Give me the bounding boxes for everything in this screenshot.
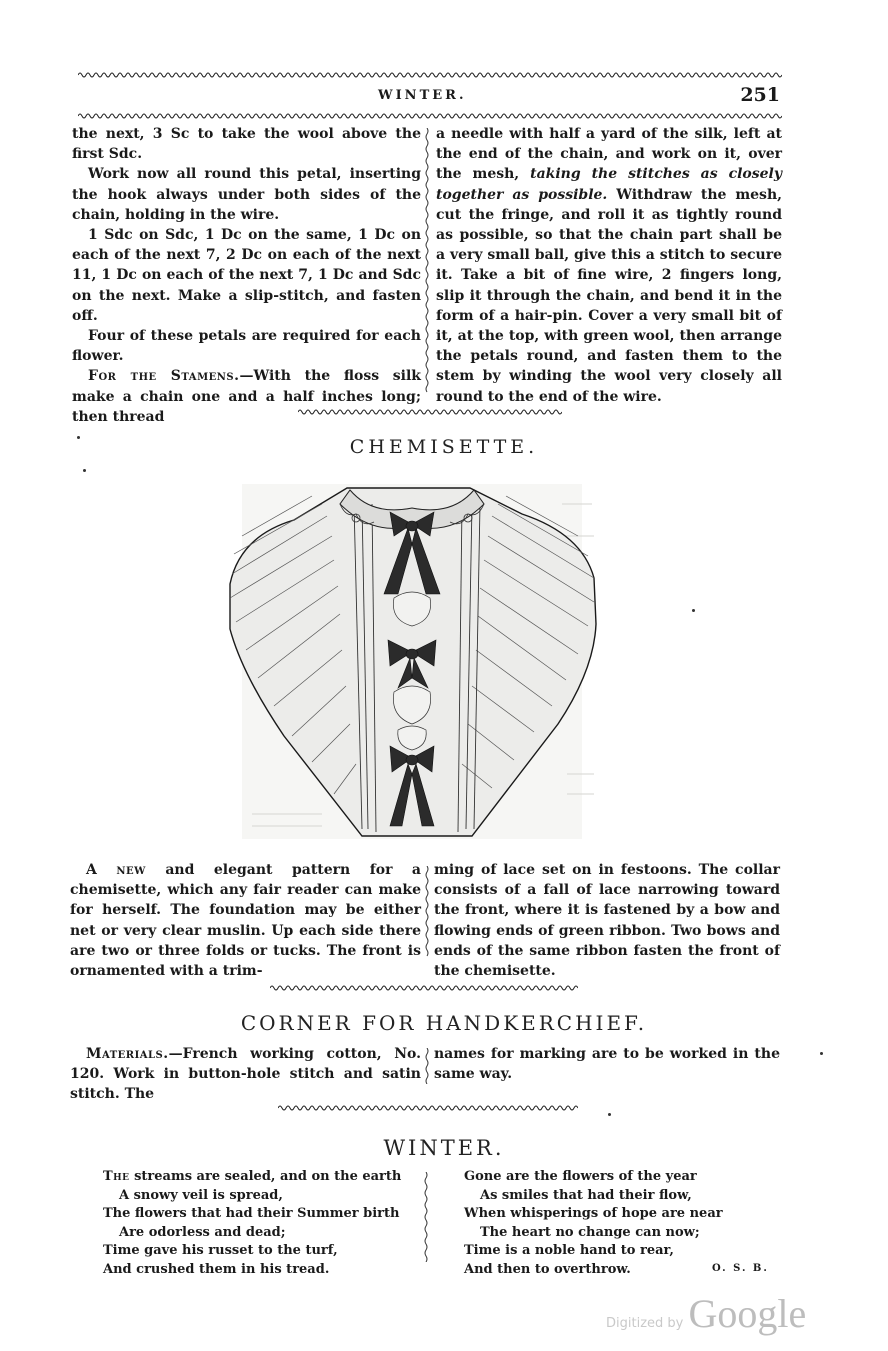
section-rule	[298, 408, 562, 416]
poem-line: A snowy veil is spread,	[119, 1187, 283, 1203]
chemisette-illustration	[222, 474, 602, 844]
text-run: and elegant pattern for a chemisette, which any fair reader can make for herself. The foundation may be either net or very clear muslin. Up each side there are two or three folds or tucks. The front is ornamented with a trim-	[70, 862, 421, 980]
text-run: The	[103, 1169, 130, 1184]
poem-line: Time is a noble hand to rear,	[464, 1243, 674, 1259]
poem-left-stanza	[103, 1168, 401, 1280]
google-logo: Google	[688, 1291, 807, 1336]
page-number: 251	[740, 84, 780, 106]
top-right-column	[436, 124, 782, 427]
text-run: streams are sealed, and on the earth	[129, 1169, 402, 1184]
running-title: WINTER.	[378, 88, 467, 103]
chemisette-right-column	[434, 860, 780, 981]
watermark-prefix: Digitized by	[606, 1316, 684, 1331]
poem-signature: O. S. B.	[712, 1263, 769, 1274]
column-divider	[424, 1172, 428, 1262]
section-rule	[270, 984, 578, 992]
poem-line: The heart no change can now;	[480, 1224, 700, 1240]
text-run: new	[116, 862, 146, 878]
column-divider	[425, 1048, 429, 1084]
header-bottom-rule	[78, 112, 782, 120]
stamens-label: For the Stamens.	[88, 368, 240, 385]
text-run: —French working cotton, No. 120. Work in button-hole stitch and satin stitch. The	[70, 1046, 421, 1103]
paragraph: 1 Sdc on Sdc, 1 Dc on the same, 1 Dc on each of the next 7, 2 Dc on each of the next 11, 1 Dc on each of the next 7, 1 Dc and Sdc on the next. Make a slip-stitch, and fasten off.	[72, 227, 421, 324]
poem-right-stanza	[464, 1168, 723, 1280]
poem-line: As smiles that had their flow,	[480, 1187, 692, 1203]
paragraph	[436, 124, 782, 407]
poem-line: When whisperings of hope are near	[464, 1206, 723, 1222]
poem-line: Gone are the flowers of the year	[464, 1169, 697, 1184]
stamens-text: —With the floss silk make a chain one and a half inches long; then thread	[72, 368, 421, 425]
column-divider	[425, 866, 429, 958]
handkerchief-right-column	[434, 1044, 780, 1105]
poem-title: WINTER.	[383, 1136, 505, 1160]
poem-line: And then to overthrow.	[464, 1261, 631, 1277]
paragraph: Work now all round this petal, inserting the hook always under both sides of the chain, holding in the wire.	[72, 166, 421, 223]
poem-line: And crushed them in his tread.	[103, 1261, 330, 1277]
paragraph	[70, 1044, 421, 1105]
header-top-rule	[78, 71, 782, 79]
poem-line: Time gave his russet to the turf,	[103, 1243, 338, 1259]
paragraph: ming of lace set on in festoons. The collar consists of a fall of lace narrowing toward the front, where it is fastened by a bow and flowing ends of green ribbon. Two bows and ends of the same ribbon fasten the front of the chemisette.	[434, 862, 780, 980]
paragraph	[70, 860, 421, 981]
print-speck	[83, 469, 86, 472]
paragraph: Four of these petals are required for each flower.	[72, 328, 421, 365]
print-speck	[608, 1113, 611, 1116]
section-rule	[278, 1104, 578, 1112]
print-speck	[692, 609, 695, 612]
column-divider	[425, 128, 429, 396]
paragraph	[72, 366, 421, 427]
chemisette-left-column	[70, 860, 421, 981]
poem-line	[103, 1168, 401, 1187]
text-run: a needle with half a yard of the silk, left at the end of the chain, and work on it, over the mesh,	[436, 126, 782, 183]
handkerchief-left-column	[70, 1044, 421, 1105]
text-run: A	[86, 862, 97, 878]
top-left-column	[72, 124, 421, 427]
poem-line: Are odorless and dead;	[119, 1224, 286, 1240]
chemisette-title: CHEMISETTE.	[349, 436, 539, 458]
italic-text-run: taking the stitches as closely together as possible.	[436, 166, 782, 203]
paragraph: the next, 3 Sc to take the wool above the first Sdc.	[72, 126, 421, 163]
materials-label: Materials.	[86, 1046, 169, 1062]
paragraph: names for marking are to be worked in the same way.	[434, 1046, 780, 1083]
poem-line: The flowers that had their Summer birth	[103, 1206, 400, 1222]
digitized-watermark	[606, 1290, 806, 1337]
print-speck	[77, 436, 80, 439]
handkerchief-title: CORNER FOR HANDKERCHIEF.	[240, 1011, 648, 1035]
text-run: Withdraw the mesh, cut the fringe, and roll it as tightly round as possible, so that the chain part shall be a very small ball, give this a stitch to secure it. Take a bit of fine wire, 2 fingers long, slip it through the chain, and bend it in the form of a hair-pin. Cover a very small bit of it, at the top, with green wool, then arrange the petals round, and fasten them to the stem by winding the wool very closely all round to the end of the wire.	[436, 186, 782, 405]
print-speck	[820, 1052, 823, 1055]
running-header	[78, 86, 782, 108]
